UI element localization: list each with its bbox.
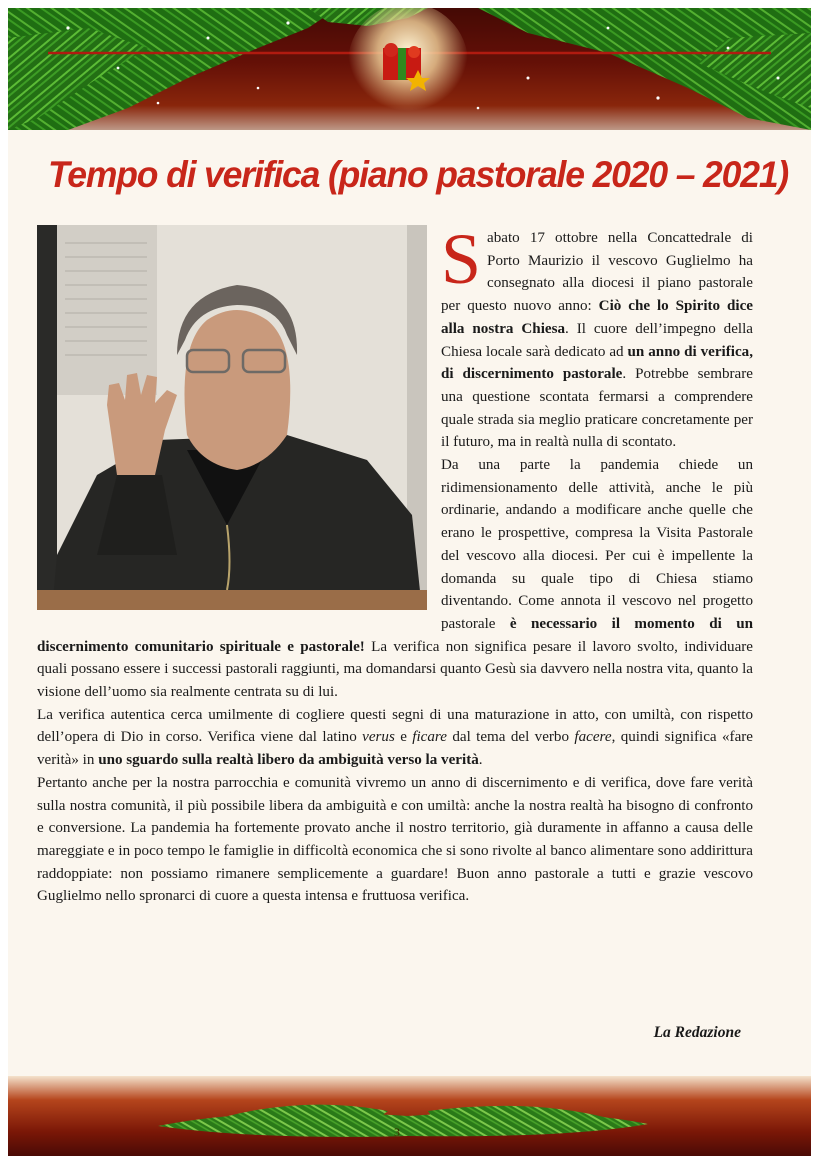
- bold-text: è necessario il momento di un discernimento comunitario spirituale e pastorale!: [37, 615, 753, 655]
- text-run: Da una parte la pandemia chiede un ridimensionamento delle attività, anche le più ordinarie, andando a modificare anche quelle che erano le prospettive, compresa la Visita Pastorale del vescovo alla diocesi. Per cui è impellente la domanda su quale tipo di Chiesa stiamo diventando. Come annota il vescovo nel progetto pastorale: [441, 457, 753, 632]
- bold-text: un anno di verifica, di discernimento pastorale: [441, 343, 753, 383]
- text-run: Pertanto anche per la nostra parrocchia e comunità vivremo un anno di discernimento e di verifica, dove fare verità sulla nostra comunità, il più possibile libera da ambiguità e con umiltà: anche la nostra realtà ha bisogno di confronto e conversione. La pandemia ha fortemente provato anche il nostro territorio, già duramente in affanno a causa delle mareggiate e in poco tempo le famiglie in difficoltà economica che si sono rivolte al banco alimentare sono addirittura raddoppiate: non possiamo rimanere semplicemente a guardare! Buon anno pastorale a tutti e grazie vescovo Guglielmo nello spronarci di cuore a questa intensa e fruttuosa verifica.: [37, 774, 753, 905]
- text-run: dal tema del verbo: [446, 729, 575, 746]
- text-run: . Potrebbe sembrare una questione scontata fermarsi a comprendere quale strada sia meglio praticare concretamente per il futuro, ma in realtà nulla di scontato.: [441, 366, 753, 451]
- text-run: La verifica non significa pesare il lavoro svolto, individuare quali possano essere i successi pastorali raggiunti, ma domandarsi quanto Gesù sia davvero nella nostra vita, quanto la visione dell’uomo sia realmente centrata su di lui.: [37, 638, 753, 701]
- page-number: 3: [394, 1125, 400, 1139]
- pine-branch-icon: [8, 1076, 811, 1156]
- text-run: . Il cuore dell’impegno della Chiesa locale sarà dedicato ad: [441, 320, 753, 360]
- article-body: [37, 219, 754, 908]
- paragraph-4: [37, 772, 753, 908]
- pine-garland-icon: [8, 8, 811, 130]
- italic-text: facere: [574, 729, 612, 746]
- text-run: , quindi significa «fare verità» in: [37, 729, 754, 769]
- bold-text: Ciò che lo Spirito dice alla nostra Chiesa: [441, 298, 753, 337]
- christmas-banner-bottom: [8, 1076, 811, 1156]
- text-run: e: [394, 729, 413, 746]
- text-run: La verifica autentica cerca umilmente di cogliere questi segni di una maturazione in atto, con umiltà, con rispetto dell’opera di Dio in corso. Verifica viene dal latino: [37, 706, 753, 746]
- photo-spacer: [37, 227, 441, 623]
- magazine-page: [8, 8, 811, 1156]
- text-run: abato 17 ottobre nella Concattedrale di Porto Maurizio il vescovo Guglielmo ha consegnato alla diocesi il piano pastorale per questo nuovo anno:: [441, 230, 753, 315]
- dropcap: S: [441, 219, 482, 299]
- paragraph-3: [37, 704, 753, 772]
- italic-text: ficare: [412, 729, 447, 746]
- bold-text: uno sguardo sulla realtà libero da ambiguità verso la verità: [98, 752, 479, 769]
- christmas-banner-top: [8, 8, 811, 130]
- text-run: .: [478, 752, 483, 769]
- article-title: Tempo di verifica (piano pastorale 2020 – 2021): [48, 154, 789, 195]
- italic-text: verus: [362, 729, 395, 746]
- signature: La Redazione: [653, 1024, 741, 1041]
